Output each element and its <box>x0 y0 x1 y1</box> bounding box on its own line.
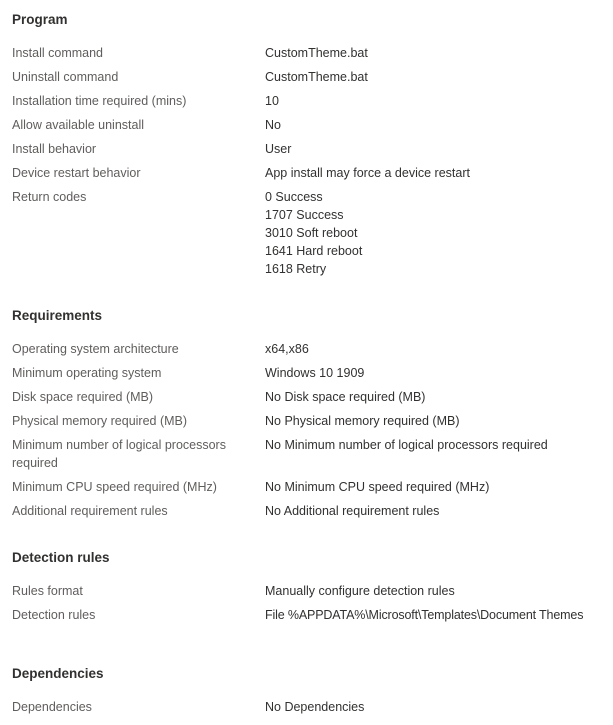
min-os-label: Minimum operating system <box>12 366 162 380</box>
allow-uninstall-row <box>12 116 613 140</box>
requirements-rows <box>12 340 613 526</box>
dependencies-heading: Dependencies <box>12 666 104 681</box>
return-code-item: 1618 Retry <box>265 262 327 276</box>
detection-rules-row <box>12 606 613 630</box>
uninstall-command-row <box>12 68 613 92</box>
installation-time-row <box>12 92 613 116</box>
requirements-heading: Requirements <box>12 308 103 323</box>
restart-behavior-label: Device restart behavior <box>12 166 141 180</box>
dependencies-section <box>12 664 613 722</box>
allow-uninstall-label: Allow available uninstall <box>12 118 145 132</box>
physical-memory-label: Physical memory required (MB) <box>12 414 188 428</box>
logical-processors-row <box>12 436 613 478</box>
installation-time-label: Installation time required (mins) <box>12 94 187 108</box>
return-codes-list <box>265 188 613 278</box>
os-architecture-value: x64,x86 <box>265 342 309 356</box>
min-os-value: Windows 10 1909 <box>265 366 365 380</box>
cpu-speed-value: No Minimum CPU speed required (MHz) <box>265 480 490 494</box>
install-command-row <box>12 44 613 68</box>
dependencies-label: Dependencies <box>12 700 92 714</box>
dependencies-rows <box>12 698 613 722</box>
logical-processors-label: Minimum number of logical processors required <box>12 438 226 470</box>
detection-rows <box>12 582 613 630</box>
return-code-item: 0 Success <box>265 190 323 204</box>
logical-processors-value: No Minimum number of logical processors required <box>265 438 548 452</box>
restart-behavior-row <box>12 164 613 188</box>
dependencies-value: No Dependencies <box>265 700 365 714</box>
install-behavior-row <box>12 140 613 164</box>
install-command-value: CustomTheme.bat <box>265 46 368 60</box>
program-rows <box>12 44 613 278</box>
uninstall-command-label: Uninstall command <box>12 70 119 84</box>
cpu-speed-label: Minimum CPU speed required (MHz) <box>12 480 217 494</box>
installation-time-value: 10 <box>265 94 279 108</box>
allow-uninstall-value: No <box>265 118 281 132</box>
additional-rules-row <box>12 502 613 526</box>
install-behavior-value: User <box>265 142 292 156</box>
disk-space-value: No Disk space required (MB) <box>265 390 426 404</box>
rules-format-value: Manually configure detection rules <box>265 584 455 598</box>
detection-rules-value: File %APPDATA%\Microsoft\Templates\Document Themes <box>265 608 584 622</box>
cpu-speed-row <box>12 478 613 502</box>
disk-space-label: Disk space required (MB) <box>12 390 154 404</box>
return-codes-row <box>12 188 613 278</box>
physical-memory-row <box>12 412 613 436</box>
min-os-row <box>12 364 613 388</box>
install-behavior-label: Install behavior <box>12 142 97 156</box>
install-command-label: Install command <box>12 46 104 60</box>
disk-space-row <box>12 388 613 412</box>
program-heading: Program <box>12 12 68 27</box>
requirements-section <box>12 306 613 526</box>
return-code-item: 1707 Success <box>265 208 344 222</box>
detection-rules-label: Detection rules <box>12 608 96 622</box>
detection-section <box>12 548 613 630</box>
physical-memory-value: No Physical memory required (MB) <box>265 414 460 428</box>
rules-format-label: Rules format <box>12 584 83 598</box>
additional-rules-value: No Additional requirement rules <box>265 504 440 518</box>
restart-behavior-value: App install may force a device restart <box>265 166 470 180</box>
return-code-item: 3010 Soft reboot <box>265 226 358 240</box>
return-codes-label: Return codes <box>12 190 87 204</box>
os-architecture-label: Operating system architecture <box>12 342 179 356</box>
os-architecture-row <box>12 340 613 364</box>
uninstall-command-value: CustomTheme.bat <box>265 70 368 84</box>
program-section <box>12 10 613 278</box>
detection-heading: Detection rules <box>12 550 110 565</box>
return-code-item: 1641 Hard reboot <box>265 244 363 258</box>
rules-format-row <box>12 582 613 606</box>
additional-rules-label: Additional requirement rules <box>12 504 168 518</box>
dependencies-row <box>12 698 613 722</box>
